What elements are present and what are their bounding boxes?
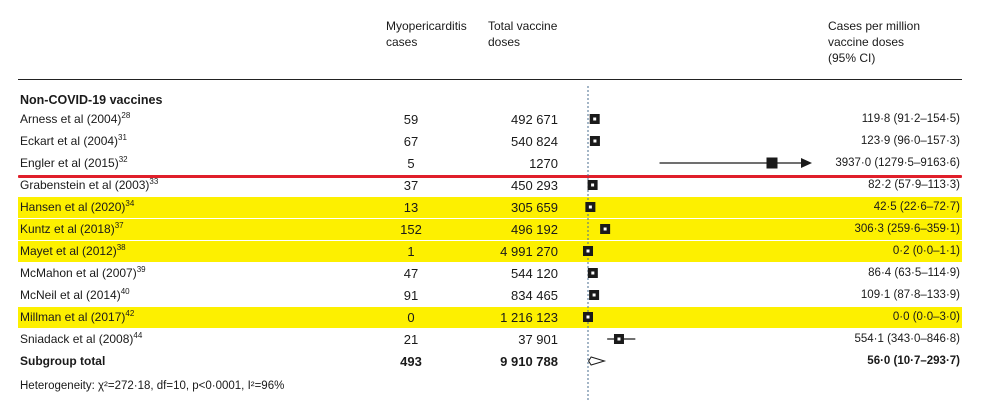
reference-number: 34 [125,198,135,208]
ci-arrow [801,158,812,168]
header-rate-line1: Cases per million [828,19,921,33]
cases-value: 91 [403,287,419,303]
rate-ci-value: 0·0 (0·0–3·0) [892,310,960,323]
estimate-center-dot [617,338,620,341]
subgroup-total-label: Subgroup total [20,353,106,368]
estimate-center-dot [593,140,596,143]
heterogeneity-note: Heterogeneity: χ²=272·18, df=10, p<0·0001, I²=96% [20,380,285,392]
reference-number: 38 [116,242,126,252]
doses-value: 496 192 [511,221,558,237]
rate-ci-value: 42·5 (22·6–72·7) [873,200,960,213]
cases-value: 1 [407,243,415,259]
doses-value: 305 659 [511,199,558,215]
study-name: Eckart et al $(2004)^{31}$ [20,132,127,148]
rate-ci-value: 306·3 (259·6–359·1) [854,222,960,235]
cases-value: 13 [403,199,419,215]
header-rate-line3: (95% CI) [828,51,876,65]
reference-number: 32 [118,154,128,164]
estimate-center-dot [587,250,590,253]
study-name: Millman et al $(2017)^{42}$ [20,308,135,324]
rate-ci-value: 0·2 (0·0–1·1) [892,244,960,257]
doses-value: 1 216 123 [500,309,558,325]
study-name: Engler et al $(2015)^{32}$ [20,154,128,170]
doses-value: 834 465 [511,287,558,303]
subgroup-total-cases: 493 [400,353,422,369]
rate-ci-value: 123·9 (96·0–157·3) [860,134,960,147]
study-name: Mayet et al $(2012)^{38}$ [20,242,126,258]
study-name: Arness et al $(2004)^{28}$ [20,110,131,126]
cases-value: 152 [400,221,422,237]
estimate-center-dot [587,316,590,319]
cases-value: 59 [403,111,419,127]
rate-ci-value: 86·4 (63·5–114·9) [868,266,960,279]
header-cases-line1: Myopericarditis [386,19,467,33]
reference-number: 40 [120,286,130,296]
estimate-center-dot [593,294,596,297]
cases-value: 37 [403,177,419,193]
doses-value: 37 901 [518,331,558,347]
study-name: Kuntz et al $(2018)^{37}$ [20,220,124,236]
rate-ci-value: 3937·0 (1279·5–9163·6) [835,156,960,169]
cases-value: 5 [407,155,415,171]
doses-value: 540 824 [511,133,558,149]
estimate-center-dot [593,118,596,121]
cases-value: 21 [403,331,419,347]
doses-value: 1270 [529,155,558,171]
reference-number: 37 [114,220,124,230]
header-cases-line2: cases [386,35,418,49]
doses-value: 4 991 270 [500,243,558,259]
study-name: McMahon et al $(2007)^{39}$ [20,264,146,280]
estimate-square [767,158,778,169]
header-doses-line1: Total vaccine [488,19,558,33]
doses-value: 544 120 [511,265,558,281]
rate-ci-value: 109·1 (87·8–133·9) [860,288,960,301]
header-rate-line2: vaccine doses [828,35,905,49]
reference-number: 39 [136,264,146,274]
reference-number: 33 [149,176,159,186]
reference-number: 42 [125,308,135,318]
cases-value: 67 [403,133,419,149]
reference-number: 31 [118,132,127,142]
rate-ci-value: 119·8 (91·2–154·5) [861,112,960,125]
subgroup-total-rate: 56·0 (10·7–293·7) [867,354,960,367]
header-doses-line2: doses [488,35,521,49]
subgroup-heading: Non-COVID-19 vaccines [20,93,163,107]
doses-value: 450 293 [511,177,558,193]
study-name: Grabenstein et al $(2003)^{33}$ [20,176,159,192]
rate-ci-value: 554·1 (343·0–846·8) [854,332,960,345]
estimate-center-dot [591,184,594,187]
cases-value: 47 [403,265,419,281]
subgroup-diamond [589,357,605,365]
study-name: Hansen et al $(2020)^{34}$ [20,198,135,214]
estimate-center-dot [591,272,594,275]
cases-value: 0 [407,309,415,325]
study-name: Sniadack et al $(2008)^{44}$ [20,330,143,346]
estimate-center-dot [604,228,607,231]
rate-ci-value: 82·2 (57·9–113·3) [868,178,960,191]
doses-value: 492 671 [511,111,558,127]
reference-number: 28 [121,110,131,120]
study-name: McNeil et al $(2014)^{40}$ [20,286,130,302]
estimate-center-dot [589,206,592,209]
reference-number: 44 [133,330,143,340]
subgroup-total-doses: 9 910 788 [500,353,558,369]
